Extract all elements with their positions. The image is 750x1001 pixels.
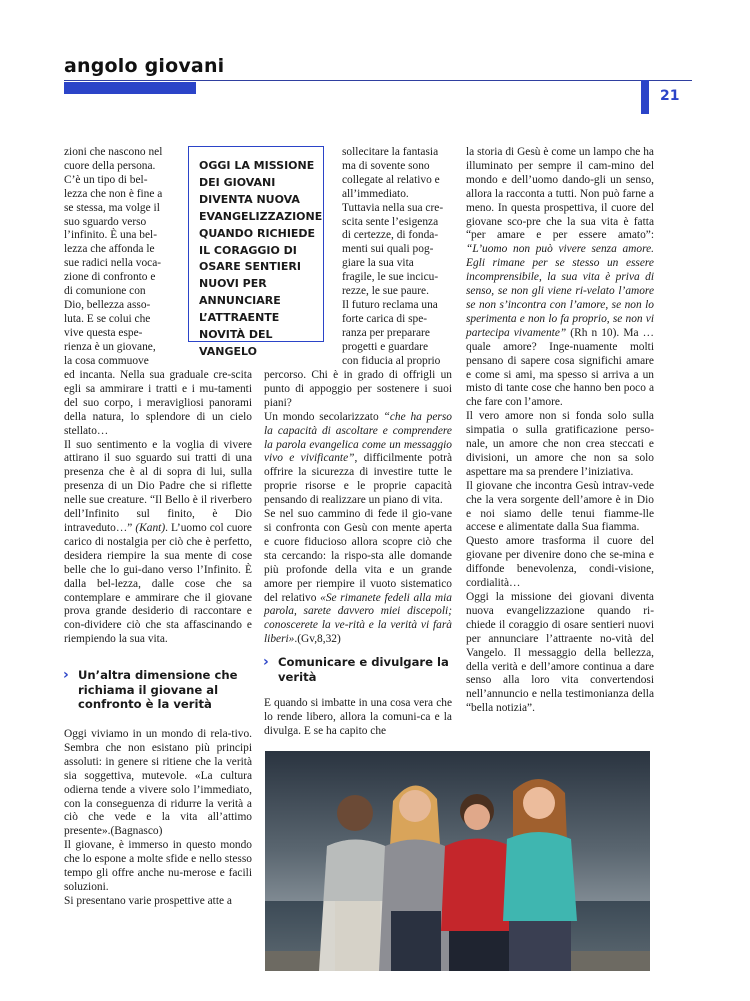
text-line: menti sui quali pog- (342, 243, 434, 256)
page-number: 21 (660, 88, 680, 104)
paragraph: Questo amore trasforma il cuore del giovane per divenire dono che se-mina e diffonde benevolenza, condi-visione, cordialità… (466, 535, 654, 590)
text-line: lezza che affonda le (64, 243, 155, 256)
text-line: ranza per preparare (342, 326, 430, 339)
column-2-lower (264, 697, 452, 739)
photo-illustration (265, 751, 650, 971)
paragraph: Se nel suo cammino di fede il gio-vane si confronta con Gesù con mente aperta e cuore fiducioso allora scopre ciò che sta cercando: la rispo-sta alle domande più profonde della vita e un grande amore per riempire il vuoto sistematico del relativo «Se rimanete fedeli alla mia parola, sarete davvero miei discepoli; conoscerete la ve-rità e la verità vi farà liberi».(Gv,8,32) (264, 508, 452, 646)
text-line: ma di sovente sono (342, 159, 430, 172)
text-line: scita sente l’esigenza (342, 215, 439, 228)
paragraph: Il giovane, è immerso in questo mondo che lo espone a molte sfide e nello stesso tempo gli offre anche nu-merose e facili soluzioni. (64, 839, 252, 893)
pull-quote-box (188, 146, 324, 358)
text-line: se stessa, ma volge il (64, 201, 160, 214)
text-line: Dio, bellezza asso- (64, 298, 151, 311)
text-line: con fiducia al proprio (342, 354, 441, 367)
column-1-body (64, 369, 252, 647)
text-line: di comunione con (64, 285, 146, 298)
subheading-truth (64, 668, 266, 712)
paragraph: Il giovane che incontra Gesù intrav-vede che la vera sorgente dell’amore è in Dio e noi siamo delle tenui fiamme-lle accese e alimentate dalla Sua fiamma. (466, 479, 654, 534)
text-line: Tuttavia nella sua cre- (342, 201, 444, 214)
text-line: la cosa commuove (64, 354, 149, 367)
paragraph: Il suo sentimento e la voglia di vivere attirano il suo sguardo sui tratti di una presenza che è al di sopra di lui, sulla presenza di un Dio Padre che si riflette nelle sue creature. “Il Bello è il riverbero dell’Infinito sul finito, è Dio intraveduto…” (Kant). L’uomo col cuore carico di nostalgia per ciò che è perfetto, desidera riempire la sua mente di cose belle che lo gui-dano verso l’Infinito. È dalla bel-lezza, dalle cose che sa contemplare e ammirare che il giovane prova grande desiderio di raccontare e con-dividere ciò che sta affascinando e riempiendo la sua vita. (64, 438, 252, 646)
column-2-narrow (342, 146, 452, 369)
column-1-narrow (64, 146, 176, 369)
text-line: fragile, le sue incicu- (342, 271, 439, 284)
paragraph: Un mondo secolarizzato “che ha perso la capacità di ascoltare e comprendere la parola evangelica come un messaggio vivo e vivificante”, difficilmente potrà offrire la sicurezza di investire tutte le proprie risorse e le proprie capacità pensando di realizzare un piano di vita. (264, 410, 452, 507)
text-line: di certezze, di fonda- (342, 229, 439, 242)
teenagers-photo (265, 751, 650, 971)
paragraph: Oggi la missione dei giovani diventa nuova evangelizzazione quando ri-chiede il coraggio di osare sentieri nuovi per annunciare l’attraente no-vità del Vangelo. Il messaggio della bellezza, della verità e dell’amore continua a dare senso alla loro vita convertendosi nell’annuncio e nella testimonianza della “bella notizia”. (466, 591, 654, 715)
text-line: Il futuro reclama una (342, 298, 438, 311)
pull-quote-text: OGGI LA MISSIONE DEI GIOVANI DIVENTA NUOVA EVANGELIZZAZIONE QUANDO RICHIEDE IL CORAGGIO DI OSARE SENTIERI NUOVI PER ANNUNCIARE L’ATTRAENTE NOVITÀ DEL VANGELO (199, 159, 323, 358)
page-number-bar (641, 80, 649, 114)
text-line: giare la sua vita (342, 257, 414, 270)
paragraph: Il vero amore non si fonda solo sulla simpatia o sulla gratificazione perso-nale, un amore che non crea steccati e divisioni, un amore che non sa solo aspettare ma sa prendere l’iniziativa. (466, 410, 654, 478)
text-line: progetti e guardare (342, 340, 429, 353)
subheading-text: Un’altra dimensione che richiama il giovane al confronto è la verità (78, 668, 238, 712)
column-1-lower (64, 728, 252, 909)
text-line: cuore della persona. (64, 159, 156, 172)
header-accent-bar (64, 82, 196, 94)
text-line: rienza è un giovane, (64, 340, 156, 353)
paragraph: la storia di Gesù è come un lampo che ha illuminato per sempre il cam-mino del mondo e dell’uomo dando-gli un senso, allora la racconta a tutti. Non può farne a meno. In questa prospettiva, il cuore del giovane sco-pre che la sua vita è fatta “per amare e per essere amato”: “L’uomo non può vivere senza amore. Egli rimane per se stesso un essere incomprensibile, la sua vita è priva di senso, se non gli viene ri-velato l’amore se non s’incontra con l’amore, se non lo sperimenta e non lo fa proprio, se non vi partecipa vivamente” (Rh n 10). Ma … quale amore? Inge-nuamente molti pensano di sapere cosa significhi amare e come si ami, ma spesso si arriva a un misto di tante cose che hanno ben poco a che fare con l’amore. (466, 146, 654, 409)
column-2-body (264, 369, 452, 647)
text-line: sollecitare la fantasia (342, 146, 439, 158)
text-line: collegate al relativo e (342, 173, 440, 186)
paragraph: Oggi viviamo in un mondo di rela-tivo. Sembra che non esistano più principi assoluti: in genere si ritiene che la verità sia soggettiva, mutevole. «La cultura odierna tende a vivere solo l’immediato, con la conseguenza di ridurre la verità a ciò che vede e la vita all’attimo presente».(Bagnasco) (64, 728, 252, 838)
text-line: forte carica di spe- (342, 312, 428, 325)
text-line: all’immediato. (342, 187, 409, 200)
text-line: vive questa espe- (64, 326, 143, 339)
text-line: C’è un tipo di bel- (64, 173, 148, 186)
text-line: l’infinito. È una bel- (64, 229, 157, 242)
section-title: angolo giovani (64, 55, 225, 77)
paragraph: Si presentano varie prospettive atte a (64, 894, 232, 907)
text-line: zione di confronto e (64, 271, 156, 284)
paragraph: ed incanta. Nella sua graduale cre-scita egli sa ammirare i tratti e i mu-tamenti del suo corpo, i meravigliosi panorami della natura, lo splendore di un cielo stellato… (64, 369, 252, 437)
text-line: zioni che nascono nel (64, 146, 163, 158)
header-rule (64, 80, 692, 81)
chevron-right-icon: › (63, 667, 69, 683)
text-line: luta. E se colui che (64, 312, 151, 325)
text-line: suo sguardo verso (64, 215, 147, 228)
subheading-communicate (264, 655, 466, 684)
text-line: lezza che non è fine a (64, 187, 163, 200)
column-3-body (466, 146, 654, 716)
text-line: sue radici nella voca- (64, 257, 162, 270)
paragraph: E quando si imbatte in una cosa vera che lo rende libero, allora la comuni-ca e la divulga. E se ha capito che (264, 697, 452, 737)
text-line: rezze, le sue paure. (342, 285, 429, 298)
paragraph: percorso. Chi è in grado di offrigli un punto di appoggio per sostenere i suoi piani? (264, 369, 452, 409)
subheading-text: Comunicare e divulgare la verità (278, 655, 449, 684)
chevron-right-icon: › (263, 654, 269, 670)
